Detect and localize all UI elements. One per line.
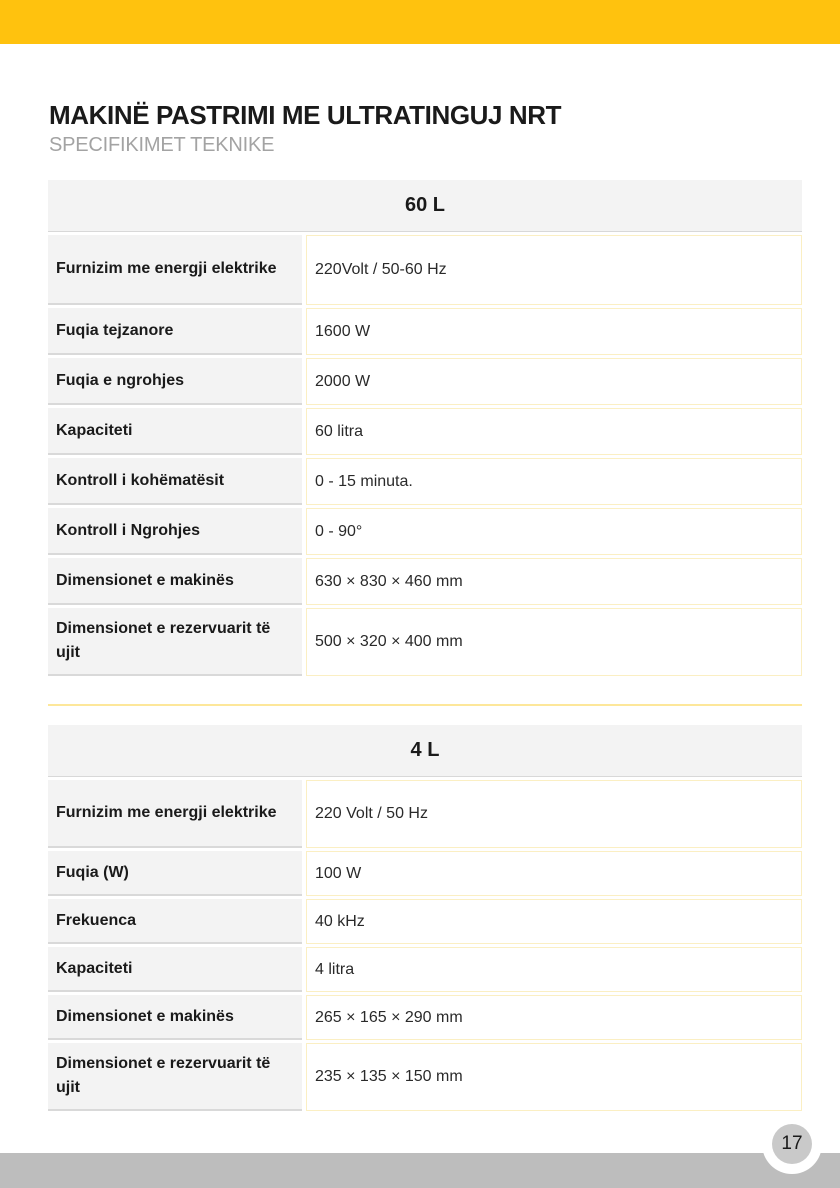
row-value: 40 kHz: [306, 899, 802, 944]
row-value: 0 - 15 minuta.: [306, 458, 802, 505]
bottom-footer-bar: [0, 1153, 840, 1188]
row-value: 100 W: [306, 851, 802, 896]
row-label: Furnizim me energji elektrike: [48, 235, 302, 305]
row-label: Fuqia tejzanore: [48, 308, 302, 355]
table-row: [48, 308, 802, 355]
top-accent-bar: [0, 0, 840, 44]
row-label: Dimensionet e rezervuarit të ujit: [48, 1043, 302, 1111]
table-row: [48, 947, 802, 992]
table-heading: 4 L: [48, 725, 802, 777]
table-row: [48, 851, 802, 896]
table-row: [48, 558, 802, 605]
row-value: 1600 W: [306, 308, 802, 355]
row-label: Frekuenca: [48, 899, 302, 944]
table-row: [48, 508, 802, 555]
row-label: Kapaciteti: [48, 408, 302, 455]
row-label: Kontroll i kohëmatësit: [48, 458, 302, 505]
row-value: 4 litra: [306, 947, 802, 992]
section-divider: [48, 704, 802, 706]
table-row: [48, 995, 802, 1040]
page-number: 17: [772, 1124, 812, 1164]
row-value: 220 Volt / 50 Hz: [306, 780, 802, 848]
row-label: Dimensionet e makinës: [48, 558, 302, 605]
spec-table-4l: [48, 725, 802, 1111]
row-value: 630 × 830 × 460 mm: [306, 558, 802, 605]
page-subtitle: SPECIFIKIMET TEKNIKE: [49, 134, 275, 156]
row-value: 60 litra: [306, 408, 802, 455]
row-label: Fuqia (W): [48, 851, 302, 896]
table-row: [48, 235, 802, 305]
table-row: [48, 358, 802, 405]
row-label: Furnizim me energji elektrike: [48, 780, 302, 848]
table-row: [48, 1043, 802, 1111]
spec-table-60l: [48, 180, 802, 676]
row-label: Dimensionet e rezervuarit të ujit: [48, 608, 302, 676]
table-row: [48, 408, 802, 455]
table-row: [48, 780, 802, 848]
page-title: MAKINË PASTRIMI ME ULTRATINGUJ NRT: [49, 100, 562, 130]
row-label: Kapaciteti: [48, 947, 302, 992]
row-value: 2000 W: [306, 358, 802, 405]
row-label: Kontroll i Ngrohjes: [48, 508, 302, 555]
row-label: Fuqia e ngrohjes: [48, 358, 302, 405]
table-heading: 60 L: [48, 180, 802, 232]
row-value: 220Volt / 50-60 Hz: [306, 235, 802, 305]
table-row: [48, 458, 802, 505]
row-label: Dimensionet e makinës: [48, 995, 302, 1040]
row-value: 0 - 90°: [306, 508, 802, 555]
row-value: 235 × 135 × 150 mm: [306, 1043, 802, 1111]
row-value: 500 × 320 × 400 mm: [306, 608, 802, 676]
row-value: 265 × 165 × 290 mm: [306, 995, 802, 1040]
table-row: [48, 608, 802, 676]
table-row: [48, 899, 802, 944]
